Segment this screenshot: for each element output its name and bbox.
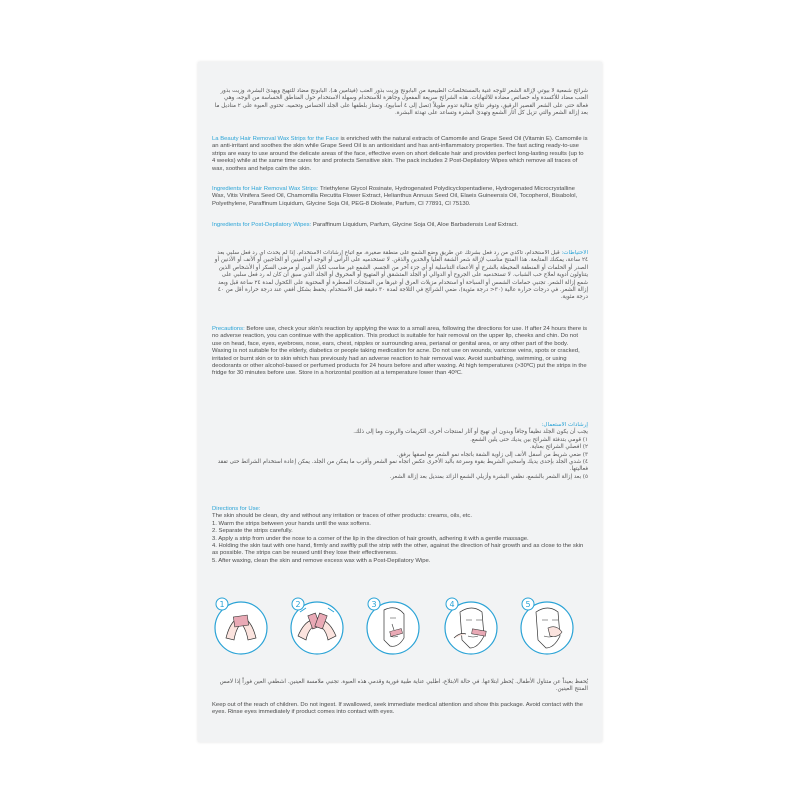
directions-english-line: 5. After waxing, clean the skin and remove excess wax with a Post-Depilatory Wipe. (212, 557, 431, 564)
ingredients-strips-label: Ingredients for Hair Removal Wax Strips: (212, 186, 319, 192)
directions-arabic-line: ٢) افصلي الشرائح بعناية. (529, 444, 588, 451)
ingredients-wipes-text: Paraffinum Liquidum, Parfum, Glycine Soja Oil, Aloe Barbadensis Leaf Extract. (312, 222, 519, 228)
ingredients-wipes (212, 222, 588, 229)
warning-english: Keep out of the reach of children. Do not ingest. If swallowed, seek immediate medical attention and show this package. Avoid contact with the eyes. Rinse eyes immediately if product comes into contact with eyes. (212, 702, 583, 716)
step-5 (518, 592, 576, 664)
directions-english-line: 4. Holding the skin taut with one hand, firmly and swiftly pull the strip with the other, against the direction of hair growth and as close to the skin as possible. The strips can be reused until they lose their effectiveness. (212, 543, 584, 557)
step-2 (288, 592, 346, 664)
step-number: 3 (371, 600, 377, 609)
ingredients-strips (212, 186, 588, 208)
directions-english (212, 506, 588, 565)
warm-strips-hands-icon (212, 592, 270, 664)
precautions-arabic (212, 250, 588, 302)
step-1 (212, 592, 270, 664)
package-back-panel (198, 62, 602, 742)
precautions-english (212, 326, 588, 378)
step-number: 4 (449, 600, 455, 609)
ingredients-wipes-label: Ingredients for Post-Depilatory Wipes: (212, 222, 312, 228)
precautions-arabic-text: قبل الاستخدام، تأكدي من رد فعل بشرتك عن طريق وضع الشمع على منطقة صغيرة، مع اتباع إرشادات الاستخدام. إذا لم يحدث أي رد فعل سلبي بعد ٢٤ ساعة، يمكنك المتابعة. هذا المنتج مناسب لإزالة شعر الشفة العليا والخدين والذقن. لا تستخدميه على الرأس أو الوجه أو العينين أو الحاجبين أو الأنف أو الأذنين أو الصدر أو الحلمات أو المنطقة المحيطة بالشرج أو الأعضاء التناسلية أو أي جزء آخر من الجسم. الشمع غير مناسب لكبار السن أو مرضى السكر أو الأشخاص الذين يتناولون أدوية لعلاج حب الشباب. لا تستخدميه على الجروح أو الدوالي أو الجلد المتشقق أو المتهيج أو المحروق أو الجلد الذي سبق أن كان له رد فعل سلبي على شمع إزالة الشعر. تجنبي حمامات الشمس أو السباحة أو استخدام مزيلات العرق أو غيرها من المنتجات المعطرة أو المحتوية على الكحول لمدة ٢٤ ساعة قبل وبعد إزالة الشعر. في درجات حرارة عالية (٣٠< درجة مئوية)، ضعي الشرائح في الثلاجة لمدة ٣٠ دقيقة قبل الاستخدام. يحفظ بشكل أفقي عند درجة حرارة أقل من ٤٠ درجة مئوية. (214, 250, 588, 301)
directions-arabic-label: إرشادات الاستعمال: (541, 422, 588, 428)
precautions-english-text: Before use, check your skin's reaction by applying the wax to a small area, following the directions for use. If after 24 hours there is no adverse reaction, you can continue with the application. This product is suitable for hair removal on the upper lip, cheeks and chin. Do not use on head, face, eyes, eyebrows, nose, ears, chest, nipples or surrounding area, perianal or genital area, or any other part of the body. Waxing is not suitable for the elderly, diabetics or people taking medication for acne. Do not use on wounds, varicose veins, spots or cracked, irritated or burnt skin or to skin which has previously had an adverse reaction to hair removal wax. Avoid sunbathing, swimming, or using deodorants or other alcohol-based or perfumed products for 24 hours before and after waxing. At high temperatures (>30ºC) put the strips in the fridge for 30 minutes before use. Store in a horizontal position at a temperature lower than 40ºC. (212, 326, 588, 377)
precautions-arabic-label: الاحتياطات: (561, 250, 588, 256)
intro-english (212, 136, 588, 173)
directions-arabic-line: يجب أن يكون الجلد نظيفاً وجافاً وبدون أي تهيج أو آثار لمنتجات أخرى، الكريمات والزيوت وما إلى ذلك. (353, 429, 588, 436)
pull-strip-face-icon (442, 592, 500, 664)
directions-english-label: Directions for Use: (212, 506, 261, 512)
directions-english-line: 3. Apply a strip from under the nose to a corner of the lip in the direction of hair growth, adhering it with a gentle massage. (212, 535, 529, 542)
intro-english-text: is enriched with the natural extracts of Camomile and Grape Seed Oil (Vitamin E). Camomile is an anti-irritant and soothes the skin while Grape Seed Oil is an antioxidant and has anti-inflammatory properties. The fast acting ready-to-use strips are easy to use around the delicate areas of the face, effective even on short delicate hair and provides perfect long-lasting results (up to 4 weeks) while at the same time cares for and protects Sensitive skin. The pack includes 2 Post-Depilatory Wipes which remove all traces of wax, soothes and helps calm the skin. (212, 136, 588, 172)
steps-illustrations (208, 592, 592, 672)
step-number: 5 (525, 600, 531, 609)
directions-arabic-line: ٣) ضعي شريط من أسفل الأنف إلى زاوية الشفة باتجاه نمو الشعر مع لصقها برفق. (396, 451, 588, 458)
step-4 (442, 592, 500, 664)
step-number: 1 (219, 600, 225, 609)
separate-strips-icon (288, 592, 346, 664)
directions-english-line: 1. Warm the strips between your hands until the wax softens. (212, 520, 371, 527)
brand-name: La Beauty Hair Removal Wax Strips for the Face (212, 136, 339, 142)
directions-arabic-line: ١) قومي بتدفئة الشرائح بين يديك حتى يلين الشمع. (470, 436, 588, 443)
ingredients-strips-text: Triethylene Glycol Rosinate, Hydrogenated Polydicyclopentadiene, Hydrogenated Microcrystalline Wax, Vitis Vinifera Seed Oil, Chamomilla Recutita Flower Extract, Helianthus Annuus Seed Oil, Elaeis Guineensis Oil, Tocopherol, Bisabolol, Polyethylene, Paraffinum Liquidum, Glycine Soja Oil, PEG-8 Dioleate, Parfum, CI 77891, CI 75130. (212, 186, 578, 207)
apply-strip-face-icon (364, 592, 422, 664)
directions-arabic-line: ٥) بعد إزالة الشعر بالشمع، نظفي البشرة وأزيلي الشمع الزائد بمنديل بعد إزالة الشعر. (389, 473, 588, 480)
step-number: 2 (295, 600, 301, 609)
directions-arabic-line: ٤) شدي الجلد بإحدى يديك واسحبي الشريط بقوة وسرعة باليد الأخرى عكس اتجاه نمو الشعر وأقرب ما يمكن من الجلد. يمكن إعادة استخدام الشرائط حتى تفقد فعاليتها. (217, 459, 588, 473)
precautions-english-label: Precautions: (212, 326, 245, 332)
wipe-face-icon (518, 592, 576, 664)
step-3 (364, 592, 422, 664)
warning-arabic: يُحفظ بعيداً عن متناول الأطفال. يُحظر ابتلاعها. في حالة الابتلاع، اطلبي عناية طبية فورية وقدمي هذه العبوة. تجنبي ملامسة العينين. اشطفي العين فوراً إذا لامس المنتج العينين. (219, 679, 588, 693)
directions-english-line: 2. Separate the strips carefully. (212, 528, 293, 535)
directions-arabic (212, 422, 588, 481)
intro-arabic: شرائح شمعية لا بيوتي لإزالة الشعر للوجه غنية بالمستخلصات الطبيعية من البابونج وزيت بذور العنب (فيتامين هـ). البابونج مضاد للتهيج ويهدئ البشرة، وزيت بذور العنب مضاد للأكسدة وله خصائص مضادة للالتهابات. هذه الشرائح سريعة المفعول وجاهزة للاستخدام وسهلة الاستخدام حول المناطق الحساسة من الوجه، وهي فعالة حتى على الشعر القصير الرقيق، وتوفر نتائج مثالية تدوم طويلاً (تصل إلى ٤ أسابيع). وتمتاز بلطفها على الجلد الحساس وتحميه. تحتوي العبوة على ٢ مناديل ما بعد إزالة الشعر والتي تزيل كل آثار الشمع وتهدئ البشرة وتساعد على تهدئة البشرة. (214, 88, 588, 117)
directions-english-line: The skin should be clean, dry and without any irritation or traces of other products: creams, oils, etc. (212, 513, 472, 520)
